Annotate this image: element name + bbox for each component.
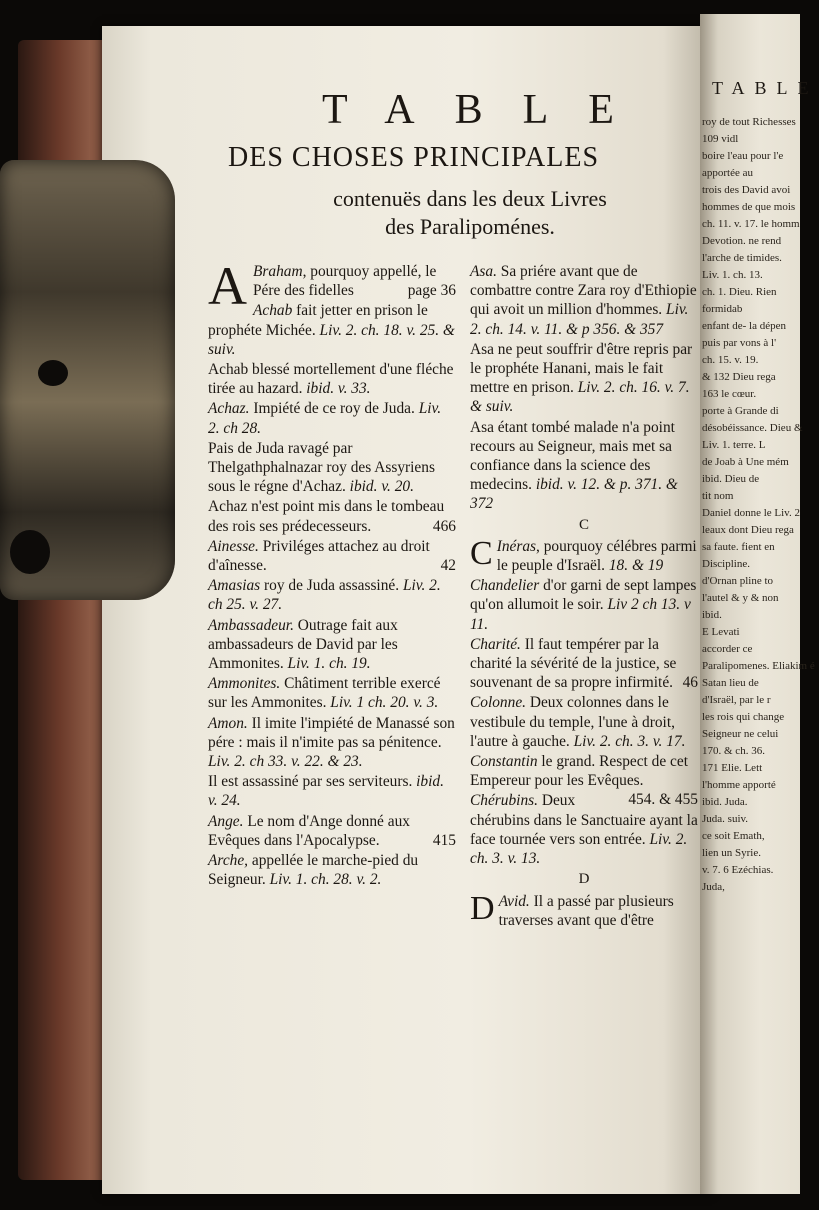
right-page-line: lien un Syrie. <box>702 847 761 859</box>
right-page-line: les rois qui change <box>702 711 785 723</box>
right-page-line: ibid. Juda. <box>702 796 748 808</box>
index-column-right <box>470 262 698 931</box>
right-page-line: leaux dont Dieu rega <box>702 524 794 536</box>
entry-keyword: Amon. <box>208 714 248 732</box>
entry-reference: Liv. 2. ch. 18. v. 25. & suiv. <box>208 321 455 358</box>
index-entry <box>470 418 698 514</box>
entry-text: Deux colonnes dans le vestibule du temple, l'une à droit, l'autre à gauche. <box>470 694 675 750</box>
right-page-line: accorder ce <box>702 643 753 655</box>
entry-reference: Liv. 1. ch. 28. v. 2. <box>265 871 382 889</box>
index-entry <box>208 439 456 497</box>
index-entry <box>470 693 698 751</box>
index-entry <box>208 399 456 437</box>
right-page-line: sa faute. fient en <box>702 541 775 553</box>
entry-text: Le nom d'Ange donné aux Evêques dans l'Apocalypse. <box>208 812 410 849</box>
right-page-line: tit nom <box>702 490 734 502</box>
entry-text: Achab blessé mortellement d'une fléche tirée au hazard. <box>208 361 454 398</box>
right-page-line: Paralipomenes. Eliakim é <box>702 660 815 672</box>
index-entry <box>208 616 456 674</box>
subtitle-line-2: des Paralipoménes. <box>385 214 555 239</box>
entry-keyword: Amasias <box>208 577 261 595</box>
entry-keyword: Avid. <box>498 892 530 910</box>
entry-reference: Liv. 2. ch. 3. v. 13. <box>470 830 688 868</box>
entry-keyword: Ammonites. <box>208 675 281 693</box>
entry-text: appellée le marche-pied du Seigneur. <box>208 852 419 889</box>
right-page-line: hommes de que mois <box>702 201 796 213</box>
right-page-line: apportée au <box>702 167 753 179</box>
entry-text: Il est assassiné par ses serviteurs. <box>208 773 413 791</box>
right-page-line: formidab <box>702 303 743 315</box>
right-page-line: Juda. suiv. <box>702 813 749 825</box>
entry-reference: Liv. 2. ch 28. <box>208 400 442 437</box>
right-page-line: E Levati <box>702 626 740 638</box>
right-page-heading: TABLE <box>712 78 819 98</box>
entry-keyword: Achab <box>253 302 293 320</box>
right-page-line: l'arche de timides. <box>702 252 782 264</box>
right-page-line: enfant de- la dépen <box>702 320 786 332</box>
index-entry <box>470 534 698 575</box>
entry-text: Sa priére avant que de combattre contre Zara roy d'Ethiopie qui avoit un million d'hommes. <box>470 263 697 319</box>
index-entry <box>208 576 456 614</box>
entry-reference: ibid. v. 24. <box>208 773 444 810</box>
entry-keyword: Chérubins. <box>470 792 538 810</box>
entry-keyword: Chandelier <box>470 577 540 595</box>
index-entry <box>470 262 698 339</box>
entry-reference: 18. & 19 <box>605 557 664 575</box>
entry-text: le grand. Respect de cet Empereur pour les Evêques. <box>470 753 688 790</box>
right-page-line: d'Israël, par le r <box>702 694 771 706</box>
index-entry <box>208 537 456 575</box>
index-entry <box>208 851 456 889</box>
right-page-line: Juda, <box>702 881 725 893</box>
entry-reference: Liv. 1 ch. 20. v. 3. <box>326 694 439 712</box>
drop-cap: D <box>470 889 495 927</box>
right-page-line: Satan lieu de <box>702 677 759 689</box>
entry-text: Deux chérubins dans le Sanctuaire ayant la face tournée vers son entrée. <box>470 792 698 848</box>
index-entry <box>208 674 456 712</box>
right-page-line: ibid. Dieu de <box>702 473 760 485</box>
entry-text: , pourquoy appellé, le Pére des fidelles <box>253 263 437 300</box>
page-subtitle: DES CHOSES PRINCIPALES <box>228 142 600 173</box>
right-page-line: boire l'eau pour l'e <box>702 150 784 162</box>
page-title: TABLE <box>322 87 654 133</box>
entry-reference: Liv. 2. ch 33. v. 22. & 23. <box>208 753 363 771</box>
index-entry <box>470 635 698 693</box>
entry-page: 46 <box>682 674 698 692</box>
right-page-line: 171 Elie. Lett <box>702 762 763 774</box>
entry-reference: Liv. 2. ch 25. v. 27. <box>208 577 441 614</box>
entry-text: Il a passé par plusieurs traverses avant que d'être <box>498 892 674 929</box>
section-letter: C <box>578 516 589 533</box>
right-page-line: 170. & ch. 36. <box>702 745 765 757</box>
right-page-text <box>702 114 815 896</box>
index-entry <box>208 497 456 535</box>
entry-text: fait jetter en prison le prophéte Michée. <box>208 302 428 339</box>
entry-text: Pais de Juda ravagé par Thelgathphalnazar roy des Assyriens sous le régne d'Achaz. <box>208 439 435 496</box>
index-entry <box>208 714 456 772</box>
entry-reference: ibid. v. 12. & p. 371. & 372 <box>470 476 678 513</box>
right-page-line: d'Ornan pline to <box>702 575 774 587</box>
entry-keyword: Inéras <box>496 537 537 555</box>
entry-keyword: Asa. <box>470 263 497 280</box>
right-page-line: trois des David avoi <box>702 184 791 196</box>
entry-page: page 36 <box>407 282 456 300</box>
right-page-line: ch. 15. v. 19. <box>702 354 759 366</box>
entry-keyword: Ange. <box>208 812 244 830</box>
index-entry <box>208 360 456 398</box>
entry-text: Il faut tempérer par la charité la sévérité de la justice, se souvenant de sa propre infirmité. <box>470 635 677 692</box>
entry-keyword: Charité. <box>470 635 521 653</box>
entry-text: d'or garni de sept lampes qu'on allumoit le soir. <box>470 577 697 614</box>
entry-reference: Liv. 2. ch. 16. v. 7. & suiv. <box>470 379 690 416</box>
entry-reference: ibid. v. 33. <box>302 380 371 398</box>
right-page-line: l'homme apporté <box>702 779 776 791</box>
index-entry <box>470 889 698 930</box>
entry-text: , pourquoy célébres parmi le peuple d'Israël. <box>496 537 697 575</box>
right-page-line: désobéissance. Dieu & <box>702 422 803 434</box>
entry-keyword: Colonne. <box>470 694 527 712</box>
right-page-line: Liv. 1. ch. 13. <box>702 269 763 281</box>
right-page <box>700 14 819 1194</box>
right-page-line: & 132 Dieu rega <box>702 371 776 383</box>
right-page-line: ce soit Emath, <box>702 830 765 842</box>
entry-reference: Liv 2 ch 13. v 11. <box>470 596 691 633</box>
entry-reference: ibid. v. 20. <box>345 478 414 496</box>
entry-text: roy de Juda assassiné. <box>260 577 400 595</box>
index-entry <box>470 340 698 417</box>
entry-text: Priviléges attachez au droit d'aînesse. <box>208 537 430 575</box>
entry-text: Châtiment terrible exercé sur les Ammonites. <box>208 675 441 712</box>
index-entry <box>470 576 698 634</box>
right-page-line: l'autel & y & non <box>702 592 779 604</box>
entry-page: 415 <box>432 831 456 849</box>
entry-reference: Liv. 2. ch. 3. v. 17. <box>569 732 686 750</box>
subtitle-line-1: contenuës dans les deux Livres <box>333 186 607 211</box>
metal-clasp <box>0 160 175 600</box>
right-page-line: 109 vidl <box>702 133 739 145</box>
entry-reference: Liv. 1. ch. 19. <box>283 655 371 673</box>
entry-reference: Liv. 2. ch. 14. v. 11. & p 356. & 357 <box>470 301 689 338</box>
right-page-line: Liv. 1. terre. L <box>702 439 766 451</box>
entry-text: Outrage fait aux ambassadeurs de David par les Ammonites. <box>208 616 398 673</box>
right-page-line: puis par vons à l' <box>702 337 777 349</box>
right-page-line: roy de tout Richesses <box>702 116 796 128</box>
index-entry <box>208 772 456 810</box>
index-column-left <box>208 256 456 891</box>
section-letter: D <box>578 871 590 888</box>
entry-text: Impiété de ce roy de Juda. <box>249 400 415 418</box>
entry-text: Il imite l'impiété de Manassé son pére : mais il n'imite pas sa pénitence. <box>208 714 455 751</box>
right-page-line: ibid. <box>702 609 722 621</box>
entry-keyword: Ainesse. <box>208 537 259 555</box>
right-page-line: Devotion. ne rend <box>702 235 782 247</box>
entry-page: 42 <box>440 557 456 575</box>
entry-keyword: Ambassadeur. <box>208 616 294 634</box>
right-page-line: ch. 11. v. 17. le homm <box>702 218 800 230</box>
right-page-line: porte à Grande di <box>702 405 779 417</box>
right-page-line: Seigneur ne celui <box>702 728 779 740</box>
entry-text: Asa ne peut souffrir d'être repris par le prophéte Hanani, mais le fait mettre en prison. <box>470 340 693 397</box>
right-page-line: Discipline. <box>702 558 750 570</box>
entry-keyword: Constantin <box>470 753 538 771</box>
right-page-line: ch. 1. Dieu. Rien <box>702 286 777 298</box>
entry-text: Asa étant tombé malade n'a point recours au Seigneur, mais met sa confiance dans la science des medecins. <box>470 418 675 494</box>
drop-cap: A <box>208 256 247 316</box>
entry-keyword: Achaz. <box>208 400 250 418</box>
entry-keyword: Braham <box>253 263 303 280</box>
right-page-line: v. 7. 6 Ezéchias. <box>702 864 774 876</box>
right-page-line: 163 le cœur. <box>702 388 757 400</box>
right-page-line: de Joab à Une mém <box>702 456 789 468</box>
right-page-line: Daniel donne le Liv. 2 <box>702 507 800 519</box>
entry-page: 454. & 455 <box>628 791 698 809</box>
entry-keyword: Arche, <box>208 852 249 870</box>
entry-text: Achaz n'est point mis dans le tombeau des rois ses prédecesseurs. <box>208 498 445 535</box>
index-entry <box>208 812 456 850</box>
drop-cap: C <box>470 534 493 572</box>
entry-page: 466 <box>432 517 456 535</box>
